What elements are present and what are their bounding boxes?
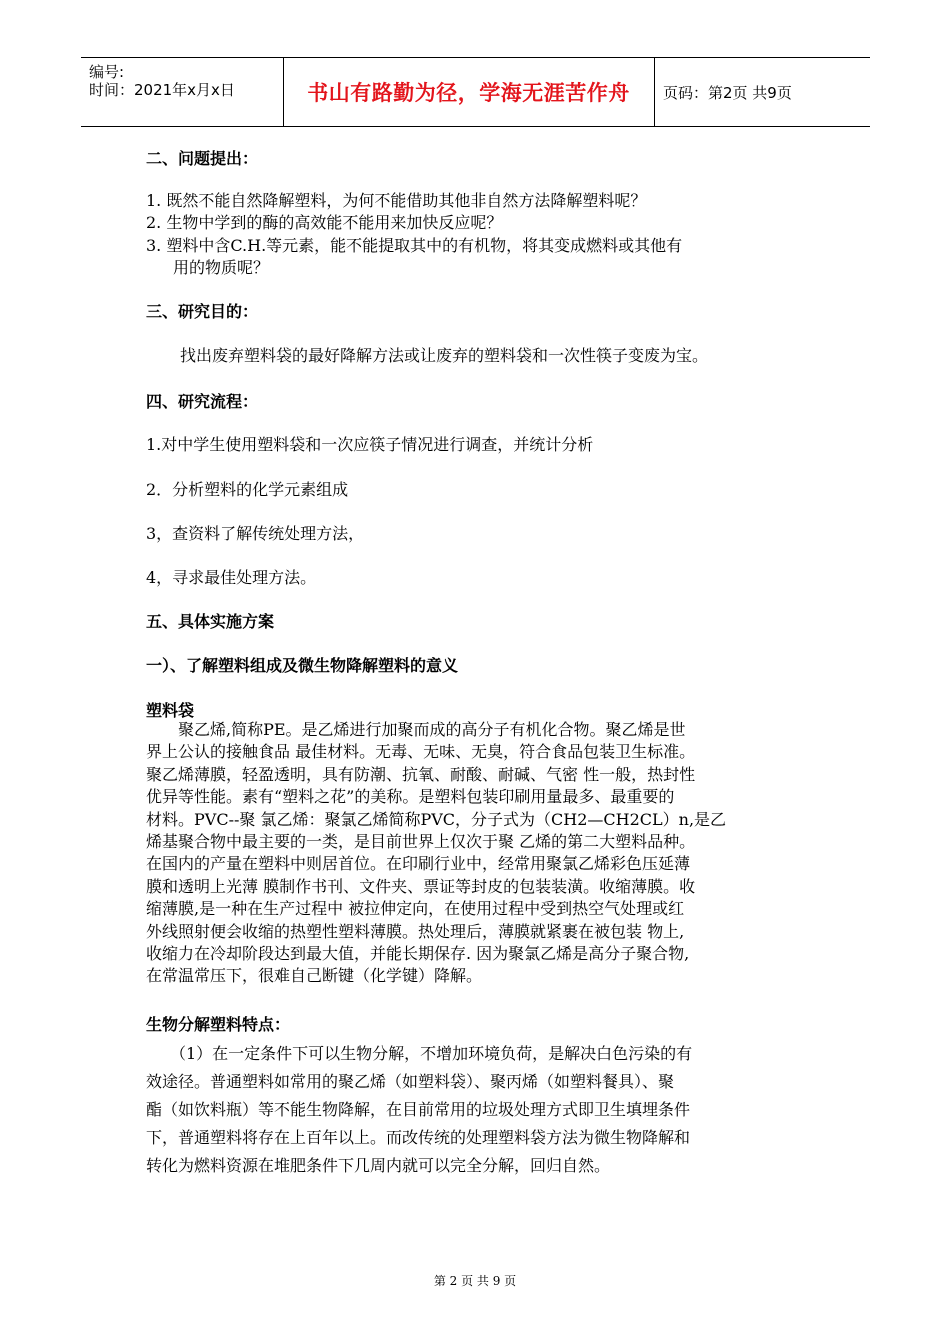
document-number-label: 编号: <box>89 63 125 81</box>
paragraph-line: 效途径。普通塑料如常用的聚乙烯（如塑料袋）、聚丙烯（如塑料餐具）、聚 <box>146 1072 675 1091</box>
question-item-1: 1. 既然不能自然降解塑料，为何不能借助其他非自然方法降解塑料呢？ <box>146 191 647 210</box>
section-3-title: 三、研究目的： <box>146 302 259 321</box>
paragraph-line: 烯基聚合物中最主要的一类，是目前世界上仅次于聚 乙烯的第二大塑料品种。 <box>146 832 696 852</box>
process-step-2: 2．分析塑料的化学元素组成 <box>146 480 349 499</box>
motto-text: 书山有路勤为径，学海无涯苦作舟 <box>307 80 630 105</box>
process-step-1: 1.对中学生使用塑料袋和一次应筷子情况进行调查，并统计分析 <box>146 435 594 454</box>
paragraph-line: 转化为燃料资源在堆肥条件下几周内就可以完全分解，回归自然。 <box>146 1156 611 1175</box>
paragraph-line: 收缩力在冷却阶段达到最大值，并能长期保存. 因为聚氯乙烯是高分子聚合物, <box>146 944 690 964</box>
header-page-info: 页码：第2页 共9页 <box>663 84 792 102</box>
question-item-3-cont: 用的物质呢？ <box>173 258 270 277</box>
section-2-title: 二、问题提出： <box>146 149 259 168</box>
paragraph-line: 优异等性能。素有“塑料之花”的美称。是塑料包装印刷用量最多、最重要的 <box>146 787 675 807</box>
paragraph-line: 在国内的产量在塑料中则居首位。在印刷行业中，经常用聚氯乙烯彩色压延薄 <box>146 854 691 874</box>
document-time-label: 时间：2021年x月x日 <box>89 81 235 99</box>
process-step-3: 3，查资料了解传统处理方法， <box>146 524 365 543</box>
paragraph-line: 聚乙烯,简称PE。是乙烯进行加聚而成的高分子有机化合物。聚乙烯是世 <box>146 720 686 739</box>
page-header <box>81 57 870 127</box>
header-motto-cell <box>283 58 655 126</box>
biodegradable-paragraph <box>146 1040 806 1180</box>
plastic-bag-heading: 塑料袋 <box>146 701 195 720</box>
paragraph-line: 材料。PVC--聚 氯乙烯：聚氯乙烯简称PVC，分子式为（CH2—CH2CL）n,是乙 <box>146 809 727 829</box>
question-item-3: 3. 塑料中含C.H.等元素，能不能提取其中的有机物，将其变成燃料或其他有 <box>146 236 683 255</box>
page-footer: 第 2 页 共 9 页 <box>433 1274 517 1288</box>
paragraph-line: 膜和透明上光薄 膜制作书刊、文件夹、票证等封皮的包装装潢。收缩薄膜。收 <box>146 876 696 896</box>
question-item-2: 2. 生物中学到的酶的高效能不能用来加快反应呢？ <box>146 213 503 232</box>
section-5-title: 五、具体实施方案 <box>146 612 275 631</box>
paragraph-line: 界上公认的接触食品 最佳材料。无毒、无味、无臭，符合食品包装卫生标准。 <box>146 742 696 762</box>
plastic-bag-paragraph <box>146 719 806 988</box>
section-5-subtitle: 一）、了解塑料组成及微生物降解塑料的意义 <box>146 656 459 675</box>
process-step-4: 4，寻求最佳处理方法。 <box>146 568 317 587</box>
research-goal-text: 找出废弃塑料袋的最好降解方法或让废弃的塑料袋和一次性筷子变废为宝。 <box>180 346 709 365</box>
paragraph-line: 下，普通塑料将存在上百年以上。而改传统的处理塑料袋方法为微生物降解和 <box>146 1128 691 1147</box>
paragraph-line: 缩薄膜,是一种在生产过程中 被拉伸定向，在使用过程中受到热空气处理或红 <box>146 899 685 919</box>
section-4-title: 四、研究流程： <box>146 392 259 411</box>
paragraph-line: 酯（如饮料瓶）等不能生物降解，在目前常用的垃圾处理方式即卫生填埋条件 <box>146 1100 691 1119</box>
paragraph-line: （1）在一定条件下可以生物分解，不增加环境负荷，是解决白色污染的有 <box>146 1044 693 1063</box>
paragraph-line: 外线照射便会收缩的热塑性塑料薄膜。热处理后，薄膜就紧裹在被包装 物上, <box>146 921 685 941</box>
paragraph-line: 在常温常压下，很难自己断键（化学键）降解。 <box>146 966 483 986</box>
paragraph-line: 聚乙烯薄膜，轻盈透明，具有防潮、抗氧、耐酸、耐碱、气密 性一般，热封性 <box>146 764 696 784</box>
header-meta-cell <box>81 58 284 126</box>
biodegradable-heading: 生物分解塑料特点： <box>146 1015 291 1034</box>
